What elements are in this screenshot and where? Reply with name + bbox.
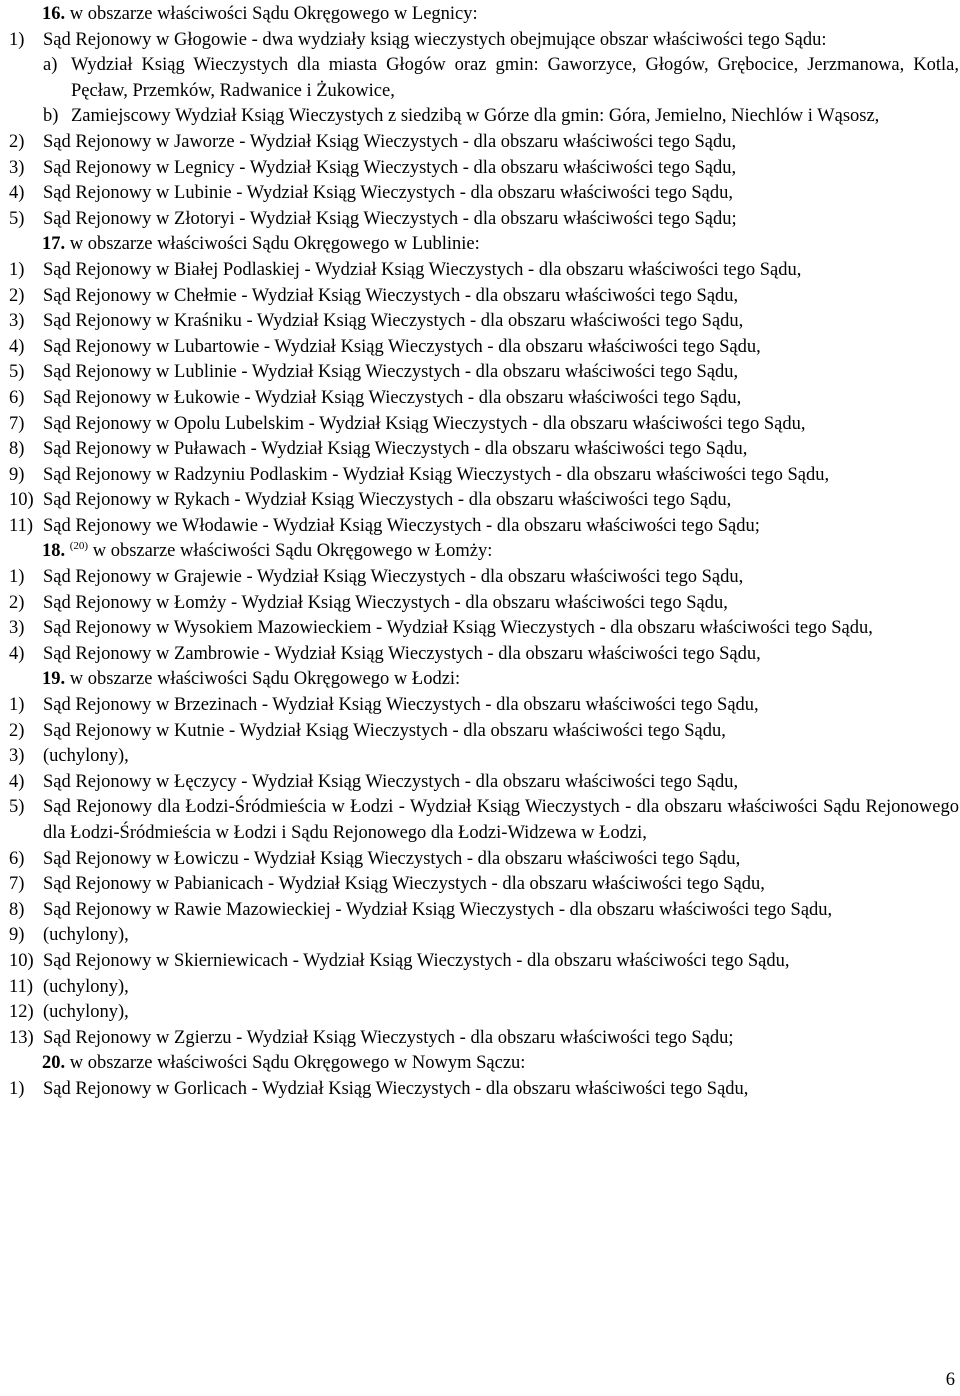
list-item-text: Sąd Rejonowy w Gorlicach - Wydział Ksiąg Wieczystych - dla obszaru właściwości tego Sądu,	[43, 1078, 749, 1099]
list-item-number: 4)	[9, 336, 25, 357]
list-item-number: 5)	[9, 362, 25, 383]
list-item	[9, 28, 959, 54]
list-item-number: 3)	[9, 746, 25, 767]
list-item-text: Sąd Rejonowy w Rykach - Wydział Ksiąg Wieczystych - dla obszaru właściwości tego Sądu,	[43, 490, 732, 511]
list-item-number: 7)	[9, 874, 25, 895]
list-item	[9, 514, 959, 540]
list-item-text: Sąd Rejonowy w Zambrowie - Wydział Ksiąg Wieczystych - dla obszaru właściwości tego Sądu,	[43, 643, 761, 664]
section-heading-text: w obszarze właściwości Sądu Okręgowego w Legnicy:	[65, 4, 478, 24]
list-item-number: 1)	[9, 567, 25, 588]
list-item	[9, 642, 959, 668]
list-item-text: Sąd Rejonowy w Kutnie - Wydział Ksiąg Wieczystych - dla obszaru właściwości tego Sądu,	[43, 720, 726, 741]
list-item-number: 2)	[9, 131, 25, 152]
list-item-number: 5)	[9, 797, 25, 818]
list-item-number: 10)	[9, 490, 34, 511]
list-item-number: 7)	[9, 413, 25, 434]
section-heading	[9, 667, 959, 693]
list-item-text: Sąd Rejonowy w Jaworze - Wydział Ksiąg Wieczystych - dla obszaru właściwości tego Sądu,	[43, 131, 737, 152]
list-item-number: 11)	[9, 515, 33, 536]
list-item-text: (uchylony),	[43, 746, 129, 767]
sub-list-text: Zamiejscowy Wydział Ksiąg Wieczystych z siedzibą w Górze dla gmin: Góra, Jemielno, Niechlów i Wąsosz,	[71, 106, 880, 127]
list-item-number: 8)	[9, 899, 25, 920]
section-heading	[9, 232, 959, 258]
list-item	[9, 258, 959, 284]
list-item-number: 6)	[9, 848, 25, 869]
sub-list-item	[9, 53, 959, 104]
list-item-text: Sąd Rejonowy w Radzyniu Podlaskim - Wydział Ksiąg Wieczystych - dla obszaru właściwości tego Sądu,	[43, 464, 830, 485]
list-item	[9, 949, 959, 975]
list-item-number: 11)	[9, 976, 33, 997]
list-item-text: Sąd Rejonowy w Złotoryi - Wydział Ksiąg Wieczystych - dla obszaru właściwości tego Sądu;	[43, 208, 737, 229]
list-item	[9, 898, 959, 924]
list-item-text: Sąd Rejonowy w Lubinie - Wydział Ksiąg Wieczystych - dla obszaru właściwości tego Sądu,	[43, 183, 734, 204]
list-item	[9, 386, 959, 412]
section-heading	[9, 539, 959, 565]
list-item-number: 1)	[9, 695, 25, 716]
list-item-text: Sąd Rejonowy w Łowiczu - Wydział Ksiąg Wieczystych - dla obszaru właściwości tego Sądu,	[43, 848, 741, 869]
list-item	[9, 1026, 959, 1052]
list-item-text: Sąd Rejonowy w Puławach - Wydział Ksiąg Wieczystych - dla obszaru właściwości tego Sądu,	[43, 439, 748, 460]
list-item	[9, 616, 959, 642]
list-item-text: Sąd Rejonowy w Lubartowie - Wydział Ksiąg Wieczystych - dla obszaru właściwości tego Sądu,	[43, 336, 761, 357]
list-item	[9, 923, 959, 949]
list-item-text: Sąd Rejonowy w Łęczycy - Wydział Ksiąg Wieczystych - dla obszaru właściwości tego Sądu,	[43, 771, 739, 792]
section-number: 18.	[42, 541, 66, 562]
list-item-number: 10)	[9, 950, 34, 971]
list-item	[9, 130, 959, 156]
list-item-number: 9)	[9, 925, 25, 946]
sub-list-text: Wydział Ksiąg Wieczystych dla miasta Głogów oraz gmin: Gaworzyce, Głogów, Grębocice, Jerzmanowa, Kotla, Pęcław, Przemków, Radwanice i Żukowice,	[71, 55, 959, 101]
section-heading	[9, 2, 959, 28]
list-item-number: 13)	[9, 1027, 34, 1048]
section-number: 19.	[42, 669, 66, 690]
sub-list-letter: b)	[43, 106, 59, 127]
list-item-number: 2)	[9, 720, 25, 741]
list-item	[9, 335, 959, 361]
list-item	[9, 156, 959, 182]
list-item	[9, 1000, 959, 1026]
list-item-number: 2)	[9, 285, 25, 306]
section-number: 20.	[42, 1053, 66, 1074]
section-number: 17.	[42, 234, 66, 255]
footnote-reference: (20)	[69, 540, 89, 553]
list-item	[9, 744, 959, 770]
list-item	[9, 693, 959, 719]
list-item-number: 4)	[9, 643, 25, 664]
list-item-number: 1)	[9, 29, 25, 50]
list-item-text: Sąd Rejonowy w Grajewie - Wydział Ksiąg Wieczystych - dla obszaru właściwości tego Sądu,	[43, 567, 744, 588]
section-heading-text: w obszarze właściwości Sądu Okręgowego w Łodzi:	[65, 669, 461, 690]
list-item-text: Sąd Rejonowy w Białej Podlaskiej - Wydział Ksiąg Wieczystych - dla obszaru właściwości tego Sądu,	[43, 259, 802, 280]
list-item-text: Sąd Rejonowy w Pabianicach - Wydział Ksiąg Wieczystych - dla obszaru właściwości tego Sądu,	[43, 874, 765, 895]
list-item-text: Sąd Rejonowy w Głogowie - dwa wydziały ksiąg wieczystych obejmujące obszar właściwości tego Sądu:	[43, 29, 827, 50]
list-item-number: 3)	[9, 157, 25, 178]
list-item-text: Sąd Rejonowy w Kraśniku - Wydział Ksiąg Wieczystych - dla obszaru właściwości tego Sądu,	[43, 311, 744, 332]
list-item-text: Sąd Rejonowy w Legnicy - Wydział Ksiąg Wieczystych - dla obszaru właściwości tego Sądu,	[43, 157, 737, 178]
list-item-number: 4)	[9, 183, 25, 204]
list-item-number: 3)	[9, 311, 25, 332]
list-item-text: Sąd Rejonowy w Łukowie - Wydział Ksiąg Wieczystych - dla obszaru właściwości tego Sądu,	[43, 387, 742, 408]
list-item	[9, 847, 959, 873]
list-item-text: Sąd Rejonowy w Brzezinach - Wydział Ksiąg Wieczystych - dla obszaru właściwości tego Sądu,	[43, 695, 759, 716]
list-item-text: (uchylony),	[43, 976, 129, 997]
list-item-text: Sąd Rejonowy dla Łodzi-Śródmieścia w Łodzi - Wydział Ksiąg Wieczystych - dla obszaru właściwości Sądu Rejonowego dla Łodzi-Śródmieścia w Łodzi i Sądu Rejonowego dla Łodzi-Widzewa w Łodzi,	[43, 797, 959, 843]
list-item	[9, 770, 959, 796]
list-item	[9, 591, 959, 617]
list-item	[9, 872, 959, 898]
list-item-number: 8)	[9, 439, 25, 460]
list-item-number: 5)	[9, 208, 25, 229]
list-item	[9, 488, 959, 514]
page-number: 6	[945, 1370, 955, 1391]
list-item	[9, 1077, 959, 1103]
list-item	[9, 565, 959, 591]
list-item	[9, 309, 959, 335]
list-item-number: 12)	[9, 1002, 34, 1023]
list-item-number: 9)	[9, 464, 25, 485]
list-item-text: Sąd Rejonowy w Lublinie - Wydział Ksiąg Wieczystych - dla obszaru właściwości tego Sądu,	[43, 362, 739, 383]
list-item-text: Sąd Rejonowy w Opolu Lubelskim - Wydział Ksiąg Wieczystych - dla obszaru właściwości tego Sądu,	[43, 413, 806, 434]
section-number: 16.	[42, 4, 66, 24]
list-item-text: Sąd Rejonowy w Chełmie - Wydział Ksiąg Wieczystych - dla obszaru właściwości tego Sądu,	[43, 285, 739, 306]
list-item	[9, 360, 959, 386]
list-item	[9, 181, 959, 207]
list-item	[9, 463, 959, 489]
list-item-number: 3)	[9, 618, 25, 639]
sub-list-item	[9, 104, 959, 130]
list-item-text: Sąd Rejonowy w Łomży - Wydział Ksiąg Wieczystych - dla obszaru właściwości tego Sądu,	[43, 592, 728, 613]
section-heading-text: w obszarze właściwości Sądu Okręgowego w Lublinie:	[65, 234, 480, 255]
list-item	[9, 719, 959, 745]
list-item	[9, 207, 959, 233]
document-body	[9, 2, 959, 1103]
list-item	[9, 437, 959, 463]
list-item-text: (uchylony),	[43, 1002, 129, 1023]
list-item	[9, 975, 959, 1001]
list-item	[9, 412, 959, 438]
section-heading-text: w obszarze właściwości Sądu Okręgowego w Nowym Sączu:	[65, 1053, 526, 1074]
list-item-text: Sąd Rejonowy w Wysokiem Mazowieckiem - Wydział Ksiąg Wieczystych - dla obszaru właściwości tego Sądu,	[43, 618, 873, 639]
list-item-number: 2)	[9, 592, 25, 613]
list-item-number: 1)	[9, 259, 25, 280]
list-item-number: 1)	[9, 1078, 25, 1099]
list-item-text: (uchylony),	[43, 925, 129, 946]
section-heading	[9, 1051, 959, 1077]
list-item-number: 6)	[9, 387, 25, 408]
list-item-text: Sąd Rejonowy w Skierniewicach - Wydział Ksiąg Wieczystych - dla obszaru właściwości tego Sądu,	[43, 950, 790, 971]
sub-list-letter: a)	[43, 55, 58, 76]
list-item-text: Sąd Rejonowy w Rawie Mazowieckiej - Wydział Ksiąg Wieczystych - dla obszaru właściwości tego Sądu,	[43, 899, 833, 920]
list-item-number: 4)	[9, 771, 25, 792]
section-heading-text: w obszarze właściwości Sądu Okręgowego w Łomży:	[88, 541, 493, 562]
list-item	[9, 284, 959, 310]
list-item-text: Sąd Rejonowy we Włodawie - Wydział Ksiąg Wieczystych - dla obszaru właściwości tego Sądu;	[43, 515, 760, 536]
list-item	[9, 795, 959, 846]
list-item-text: Sąd Rejonowy w Zgierzu - Wydział Ksiąg Wieczystych - dla obszaru właściwości tego Sądu;	[43, 1027, 734, 1048]
